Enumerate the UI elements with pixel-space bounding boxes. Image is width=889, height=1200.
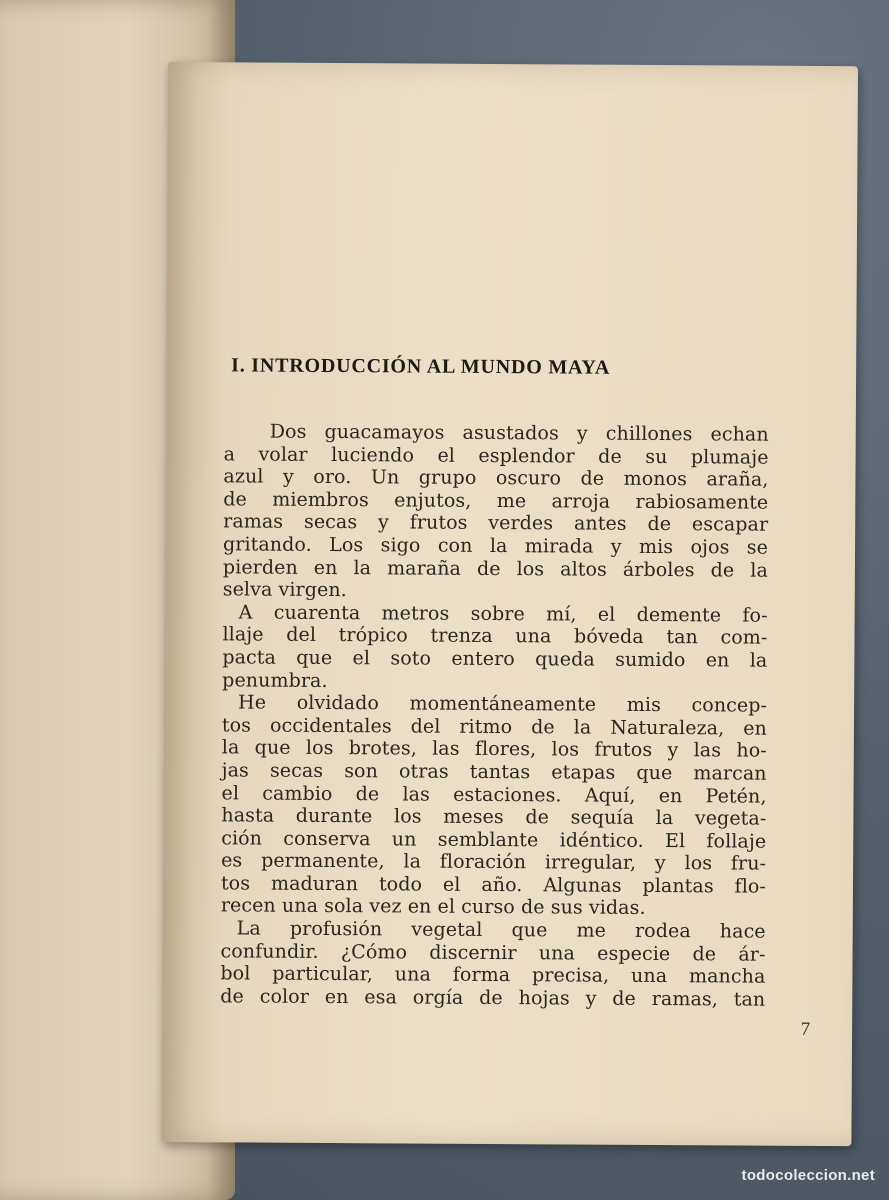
watermark: todocoleccion.net xyxy=(741,1167,875,1184)
text-line: A cuarenta metros sobre mí, el demente fo- xyxy=(238,601,768,627)
text-line: de miembros enjutos, me arroja rabiosamente xyxy=(223,488,769,514)
text-line: la que los brotes, las flores, los frutos y las ho- xyxy=(221,736,767,762)
text-line: hasta durante los meses de sequía la vegeta- xyxy=(221,804,767,830)
text-line: recen una sola vez en el curso de sus vidas. xyxy=(220,894,646,920)
body-text xyxy=(220,420,769,1011)
text-line: tos maduran todo el año. Algunas plantas flo- xyxy=(220,872,767,898)
text-line: el cambio de las estaciones. Aquí, en Petén, xyxy=(221,781,767,808)
text-line: llaje del trópico trenza una bóveda tan com- xyxy=(222,623,768,650)
text-line: penumbra. xyxy=(222,668,328,692)
text-line: azul y oro. Un grupo oscuro de monos araña, xyxy=(223,465,769,491)
text-line: ción conserva un semblante idéntico. El follaje xyxy=(221,827,767,853)
text-line: de color en esa orgía de hojas y de ramas, tan xyxy=(220,985,766,1011)
text-line: pacta que el soto entero queda sumido en la xyxy=(222,646,768,672)
text-line: tos occidentales del ritmo de la Naturaleza, en xyxy=(221,714,768,740)
text-line: La profusión vegetal que me rodea hace xyxy=(236,917,766,943)
text-line: Dos guacamayos asustados y chillones echan xyxy=(269,420,769,446)
text-line: selva virgen. xyxy=(222,578,347,602)
text-line: a volar luciendo el esplendor de su plumaje xyxy=(223,442,769,469)
text-line: bol particular, una forma precisa, una mancha xyxy=(220,962,766,988)
book-page xyxy=(161,62,858,1146)
text-line: jas secas son otras tantas etapas que marcan xyxy=(221,759,767,785)
text-line: confundir. ¿Cómo discernir una especie de ár- xyxy=(220,939,766,966)
text-line: He olvidado momentáneamente mis concep- xyxy=(238,691,768,717)
text-line: es permanente, la floración irregular, y los fru- xyxy=(221,849,767,875)
text-line: ramas secas y frutos verdes antes de escapar xyxy=(223,510,769,537)
text-line: pierden en la maraña de los altos árboles de la xyxy=(222,555,768,582)
text-line: gritando. Los sigo con la mirada y mis ojos se xyxy=(222,533,769,559)
chapter-title: I. INTRODUCCIÓN AL MUNDO MAYA xyxy=(231,354,611,379)
page-number: 7 xyxy=(800,1018,811,1040)
